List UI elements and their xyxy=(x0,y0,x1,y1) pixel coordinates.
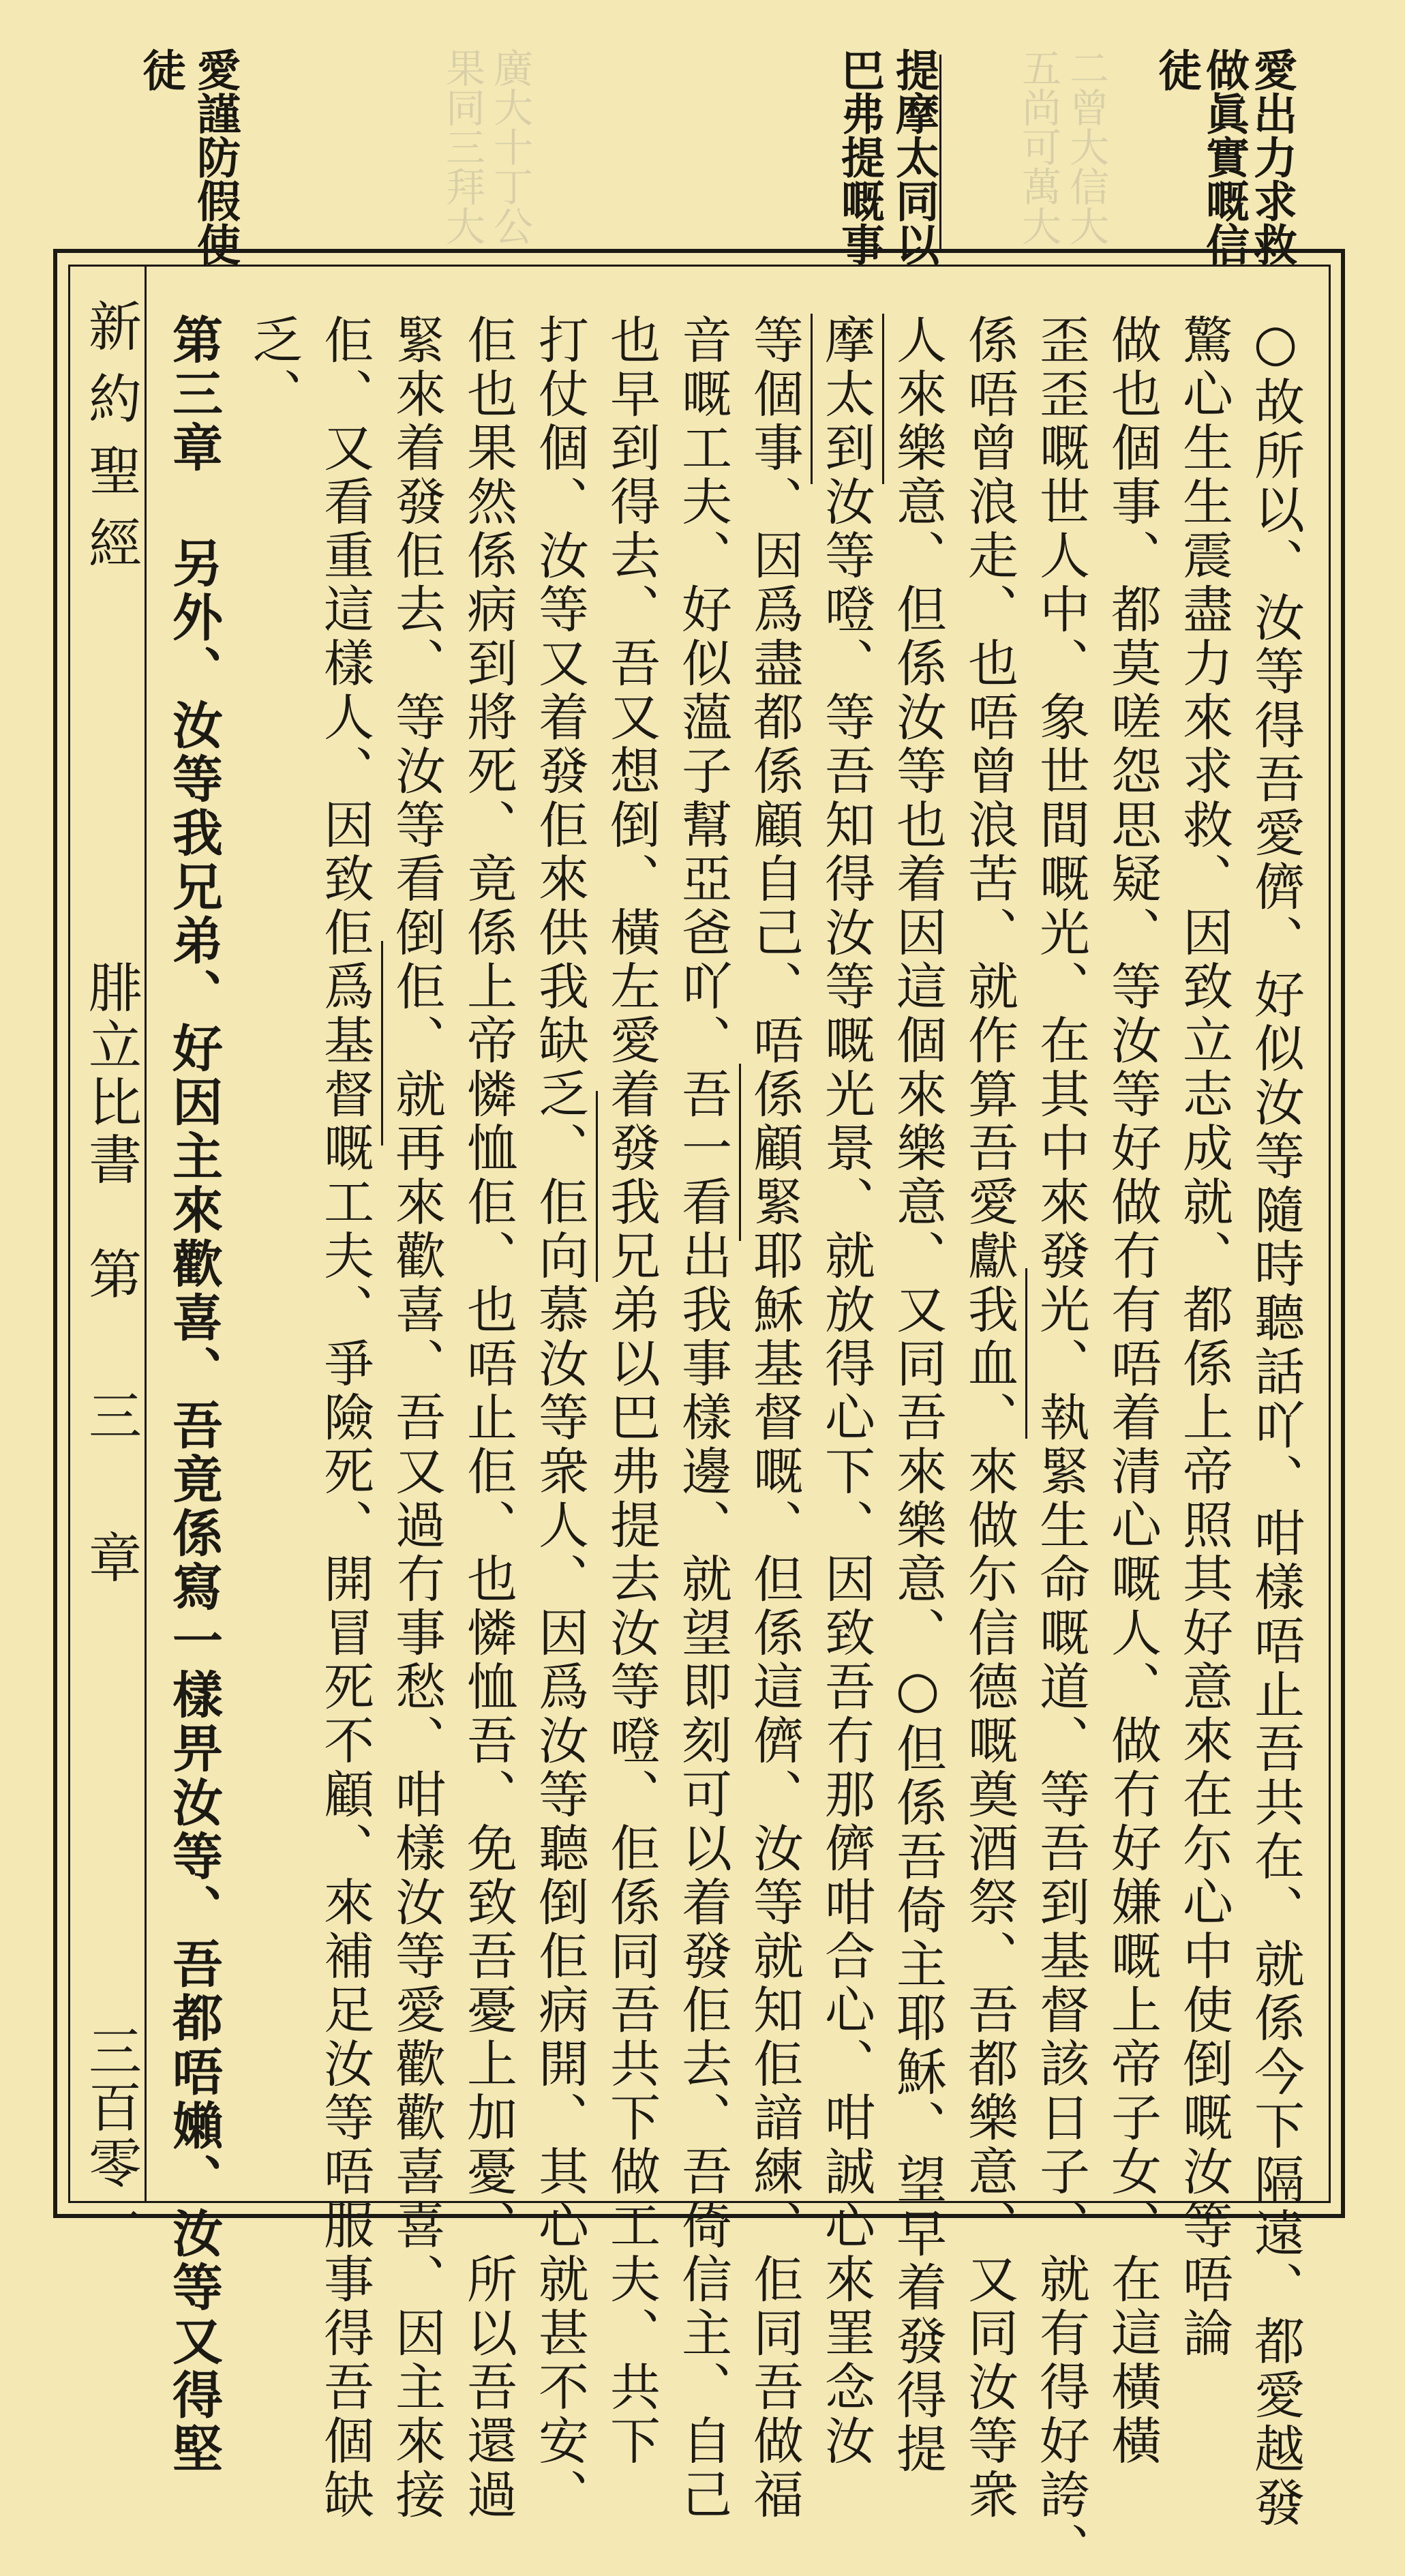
margin-note-5: 巴弗提嘅事 xyxy=(834,48,885,266)
show-through-text-1: 二曾大信大 xyxy=(1063,48,1109,245)
name-mark xyxy=(1025,1268,1027,1439)
show-through-text-4: 果同三拜大 xyxy=(439,48,485,245)
chapter-3-heading-column: 第三章 另外、汝等我兄弟、好因主來歡喜、吾竟係寫一樣畀汝等、吾都唔嬾、汝等又得堅 xyxy=(164,314,223,2476)
running-chapter: 第 三 章 xyxy=(80,1246,141,1597)
text-column-14: 佢、又看重這樣人、因致佢爲基督嘅工夫、爭險死、開冒死不顧、來補足汝等唔服事得吾個缺 xyxy=(316,314,374,2522)
running-title: 新約聖經 xyxy=(80,299,141,588)
margin-note-4: 提摩太同以 xyxy=(888,48,939,266)
running-head xyxy=(68,265,147,2247)
note-divider xyxy=(939,55,941,252)
margin-note-7: 徒 xyxy=(135,48,186,91)
text-column-4: 歪歪嘅世人中、象世間嘅光、在其中來發光、執緊生命嘅道、等吾到基督該日子、就有得好誇、 xyxy=(1031,314,1090,2576)
name-mark xyxy=(882,314,884,484)
text-column-5: 係唔曾浪走、也唔曾浪苦、就作算吾愛獻我血、來做尓信德嘅奠酒祭、吾都樂意、又同汝等衆 xyxy=(960,314,1018,2522)
text-column-11: 打仗個、汝等又着發佢來供我缺乏、佢向慕汝等衆人、因爲汝等聽倒佢病開、其心就甚不安、 xyxy=(530,314,589,2522)
page-number: 三百零一 xyxy=(80,2024,141,2247)
text-column-15: 乏、 xyxy=(244,314,303,421)
text-column-13: 緊來着發佢去、等汝等看倒佢、就再來歡喜、吾又過冇事愁、咁樣汝等愛歡歡喜喜、因主來接 xyxy=(387,314,446,2522)
margin-note-1: 愛出力求救 xyxy=(1246,48,1297,266)
name-mark xyxy=(381,941,383,1145)
name-mark xyxy=(739,1064,741,1241)
text-column-2: 驚心生生震盡力來求救、因致立志成就、都係上帝照其好意來在尓心中使倒嘅汝等唔論 xyxy=(1175,314,1233,2361)
running-book: 腓立比書 xyxy=(80,960,141,1189)
text-column-10: 也早到得去、吾又想倒、橫左愛着發我兄弟以巴弗提去汝等噔、佢係同吾共下做工夫、共下 xyxy=(602,314,661,2468)
show-through-text-3: 廣大十丁公 xyxy=(487,48,533,245)
show-through-text-2: 五尚可萬大 xyxy=(1015,48,1061,245)
text-column-12: 佢也果然係病到將死、竟係上帝憐恤佢、也唔止佢、也憐恤吾、免致吾憂上加憂、所以吾還過 xyxy=(459,314,517,2522)
name-mark xyxy=(596,1091,598,1282)
text-column-6: 人來樂意、但係汝等也着因這個來樂意、又同吾來樂意、○但係吾倚主耶穌、望早着發得提 xyxy=(888,314,947,2476)
margin-note-3: 徒 xyxy=(1151,48,1202,91)
text-column-7: 摩太到汝等噔、等吾知得汝等嘅光景、就放得心下、因致吾冇那儕咁合心、咁誠心來罣念汝 xyxy=(817,314,875,2468)
text-column-8: 等個事、因爲盡都係顧自己、唔係顧緊耶穌基督嘅、但係這儕、汝等就知佢諳練、佢同吾做福 xyxy=(745,314,804,2522)
margin-note-6: 愛謹防假使 xyxy=(190,48,241,266)
margin-note-2: 做眞實嘅信 xyxy=(1198,48,1250,266)
text-column-3: 做也個事、都莫嗟怨思疑、等汝等好做冇有唔着清心嘅人、做冇好嫌嘅上帝子女、在這橫橫 xyxy=(1103,314,1162,2468)
name-mark xyxy=(811,314,813,484)
text-column-9: 音嘅工夫、好似薀子幫亞爸吖、吾一看出我事樣邊、就望即刻可以着發佢去、吾倚信主、自己 xyxy=(674,314,732,2522)
text-column-1: ○故所以、汝等得吾愛儕、好似汝等隨時聽話吖、咁樣唔止吾共在、就係今下隔遠、都愛越發 xyxy=(1246,314,1305,2530)
